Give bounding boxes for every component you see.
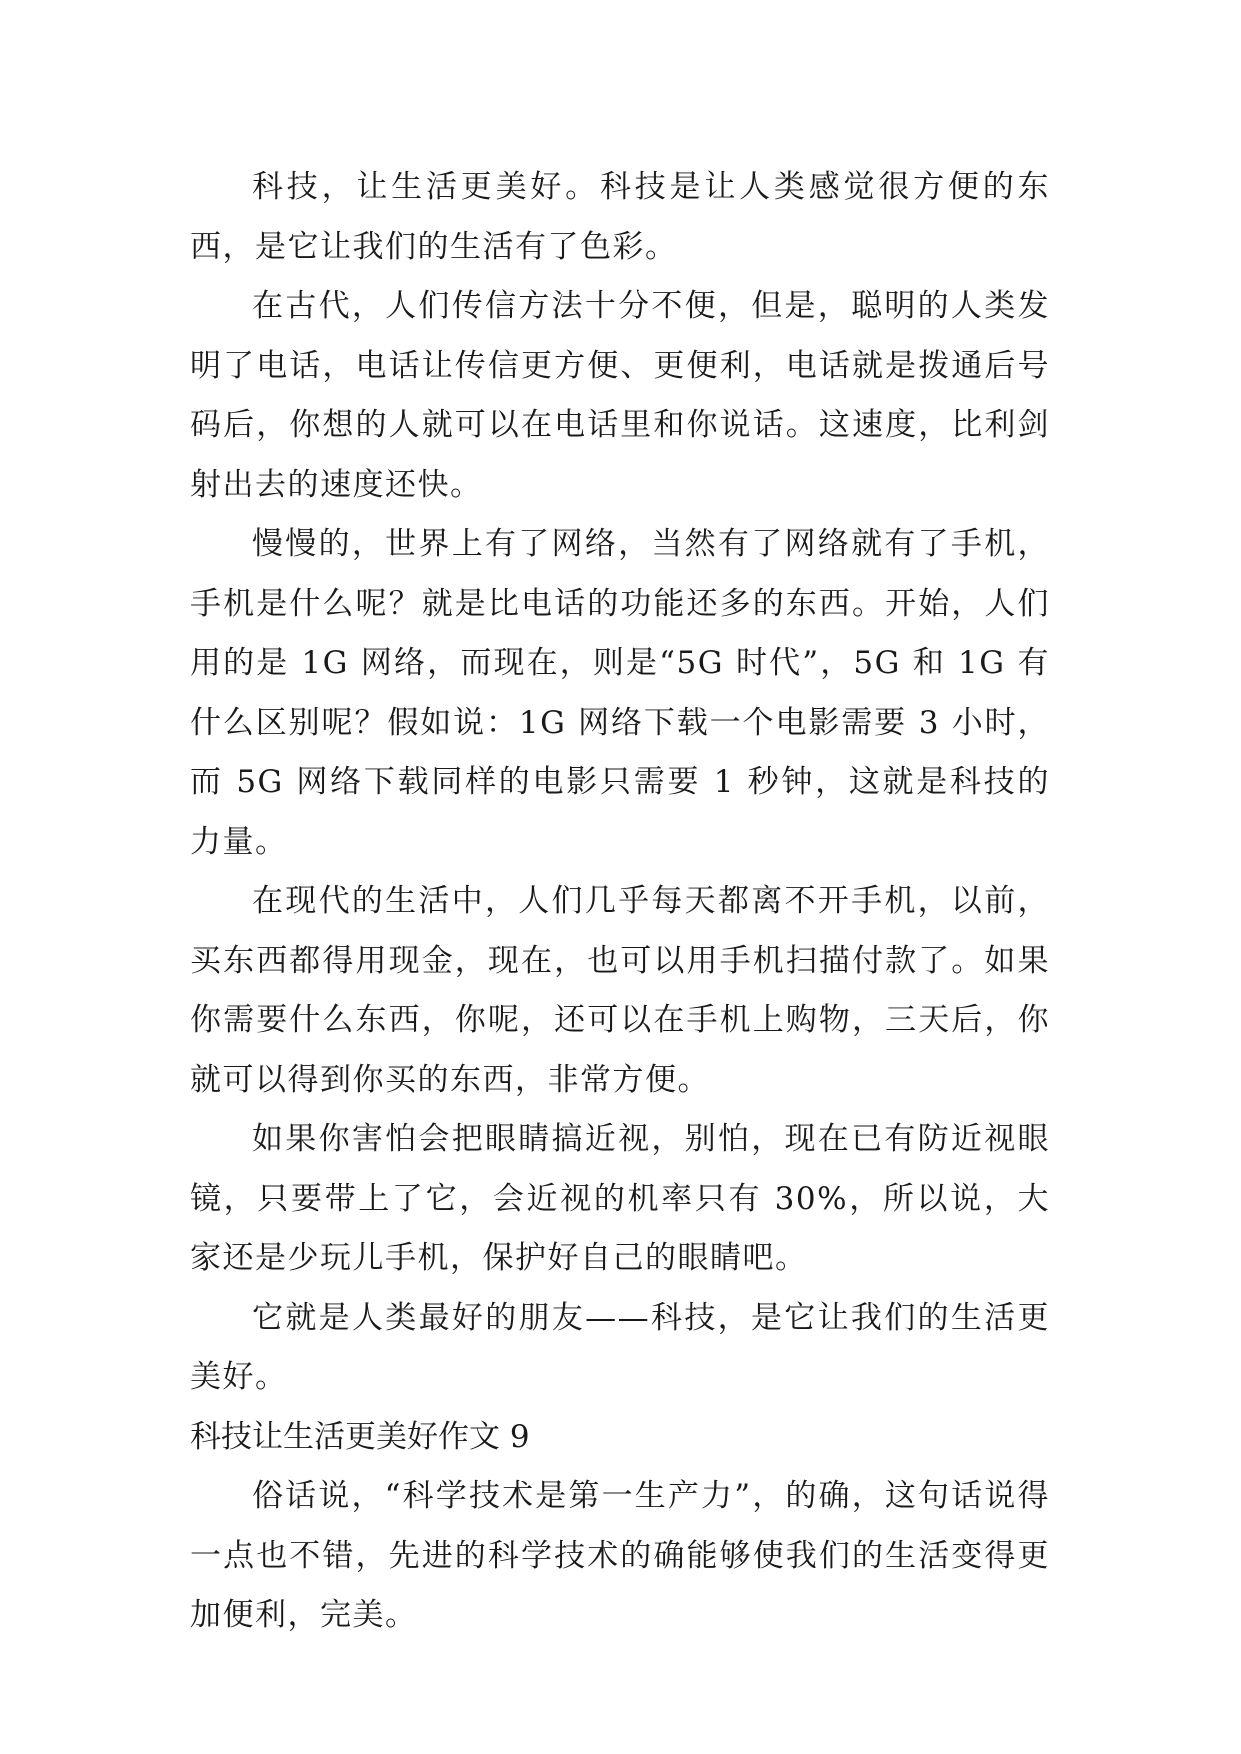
paragraph-3: 慢慢的，世界上有了网络，当然有了网络就有了手机，手机是什么呢？就是比电话的功能还多的东西。开始，人们用的是 1G 网络，而现在，则是“5G 时代”，5G 和 1G 有什么区别呢？假如说：1G 网络下载一个电影需要 3 小时，而 5G 网络下载同样的电影只需要 1 秒钟，这就是科技的力量。 bbox=[190, 526, 1050, 860]
paragraph-5: 如果你害怕会把眼睛搞近视，别怕，现在已有防近视眼镜，只要带上了它，会近视的机率只有 30%，所以说，大家还是少玩儿手机，保护好自己的眼睛吧。 bbox=[190, 1121, 1050, 1276]
paragraph-6: 它就是人类最好的朋友——科技，是它让我们的生活更美好。 bbox=[190, 1299, 1050, 1395]
section-paragraph-1: 俗话说，“科学技术是第一生产力”，的确，这句话说得一点也不错，先进的科学技术的确能够使我们的生活变得更加便利，完美。 bbox=[190, 1478, 1050, 1633]
paragraph-2: 在古代，人们传信方法十分不便，但是，聪明的人类发明了电话，电话让传信更方便、更便利，电话就是拨通后号码后，你想的人就可以在电话里和你说话。这速度，比利剑射出去的速度还快。 bbox=[190, 288, 1050, 503]
section-title: 科技让生活更美好作文 9 bbox=[190, 1418, 530, 1455]
paragraph-1: 科技，让生活更美好。科技是让人类感觉很方便的东西，是它让我们的生活有了色彩。 bbox=[190, 169, 1050, 265]
paragraph-4: 在现代的生活中，人们几乎每天都离不开手机，以前，买东西都得用现金，现在，也可以用手机扫描付款了。如果你需要什么东西，你呢，还可以在手机上购物，三天后，你就可以得到你买的东西，非常方便。 bbox=[190, 883, 1050, 1098]
essay-body bbox=[190, 158, 1050, 1646]
